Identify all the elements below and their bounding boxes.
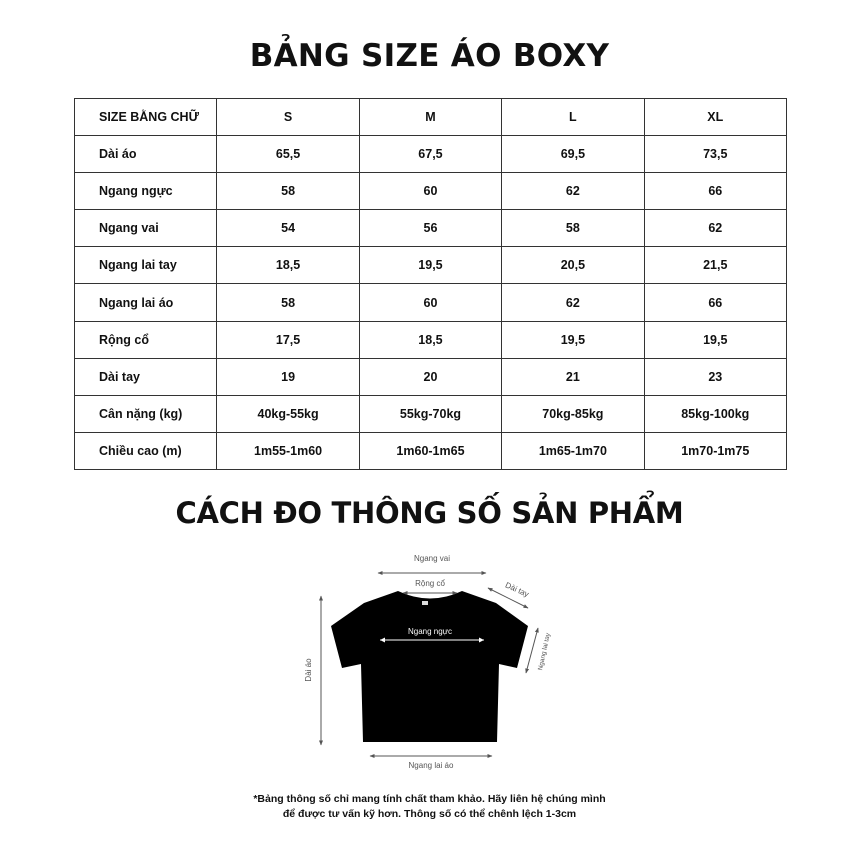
note-line-1: *Bảng thông số chỉ mang tính chất tham khảo. Hãy liên hệ chúng mình [253, 793, 606, 805]
table-cell: 55kg-70kg [359, 395, 501, 432]
table-cell: 67,5 [359, 136, 501, 173]
table-cell: 19 [217, 358, 359, 395]
table-cell: 21 [502, 358, 644, 395]
brand-tag-icon [422, 601, 428, 605]
table-row [75, 210, 787, 247]
table-cell: 70kg-85kg [502, 395, 644, 432]
table-cell: 58 [502, 210, 644, 247]
table-row [75, 173, 787, 210]
ngang-lai-ao-label: Ngang lai áo [408, 761, 454, 770]
row-label: Chiều cao (m) [75, 432, 217, 469]
ngang-lai-tay-label: Ngang lai tay [537, 632, 552, 671]
table-cell: 65,5 [217, 136, 359, 173]
table-cell: 66 [644, 173, 786, 210]
table-cell: 58 [217, 173, 359, 210]
table-row [75, 321, 787, 358]
disclaimer-note [0, 792, 859, 822]
table-cell: 20,5 [502, 247, 644, 284]
row-label: Rộng cổ [75, 321, 217, 358]
row-label: Cân nặng (kg) [75, 395, 217, 432]
row-label: Ngang lai tay [75, 247, 217, 284]
table-cell: 19,5 [359, 247, 501, 284]
table-header-cell: M [359, 99, 501, 136]
tshirt-icon [331, 591, 528, 742]
table-cell: 69,5 [502, 136, 644, 173]
table-row [75, 395, 787, 432]
table-cell: 20 [359, 358, 501, 395]
table-cell: 73,5 [644, 136, 786, 173]
row-label: Ngang vai [75, 210, 217, 247]
size-chart-title: BẢNG SIZE ÁO BOXY [249, 38, 610, 74]
note-line-2: để được tư vấn kỹ hơn. Thông số có thể chênh lệch 1-3cm [282, 808, 577, 820]
table-cell: 1m60-1m65 [359, 432, 501, 469]
table-cell: 17,5 [217, 321, 359, 358]
table-cell: 60 [359, 173, 501, 210]
table-header-row [75, 99, 787, 136]
table-cell: 18,5 [217, 247, 359, 284]
table-header-cell: L [502, 99, 644, 136]
table-header-cell: S [217, 99, 359, 136]
table-row [75, 284, 787, 321]
table-header-cell: XL [644, 99, 786, 136]
dai-ao-label: Dài áo [304, 658, 313, 682]
table-row [75, 247, 787, 284]
table-cell: 62 [644, 210, 786, 247]
table-cell: 85kg-100kg [644, 395, 786, 432]
ngang-nguc-label: Ngang ngực [407, 627, 453, 636]
rong-co-label: Rộng cổ [415, 579, 445, 588]
table-cell: 21,5 [644, 247, 786, 284]
row-label: Ngang ngực [75, 173, 217, 210]
table-row [75, 432, 787, 469]
table-cell: 62 [502, 173, 644, 210]
ngang-vai-label: Ngang vai [413, 554, 451, 563]
table-cell: 58 [217, 284, 359, 321]
table-cell: 1m65-1m70 [502, 432, 644, 469]
table-cell: 19,5 [502, 321, 644, 358]
dai-tay-label: Dài tay [503, 580, 531, 599]
row-label: Dài tay [75, 358, 217, 395]
table-cell: 18,5 [359, 321, 501, 358]
table-cell: 66 [644, 284, 786, 321]
table-cell: 60 [359, 284, 501, 321]
table-row [75, 136, 787, 173]
row-label: Ngang lai áo [75, 284, 217, 321]
table-header-cell: SIZE BẰNG CHỮ [75, 99, 217, 136]
table-row [75, 358, 787, 395]
table-cell: 19,5 [644, 321, 786, 358]
table-cell: 1m70-1m75 [644, 432, 786, 469]
tshirt-measurement-diagram [300, 545, 560, 780]
row-label: Dài áo [75, 136, 217, 173]
table-cell: 23 [644, 358, 786, 395]
table-cell: 62 [502, 284, 644, 321]
table-cell: 56 [359, 210, 501, 247]
ngang-lai-tay-arrow [526, 628, 538, 673]
size-table [74, 98, 787, 470]
table-cell: 54 [217, 210, 359, 247]
measure-guide-title: CÁCH ĐO THÔNG SỐ SẢN PHẨM [175, 496, 684, 530]
table-cell: 40kg-55kg [217, 395, 359, 432]
table-cell: 1m55-1m60 [217, 432, 359, 469]
